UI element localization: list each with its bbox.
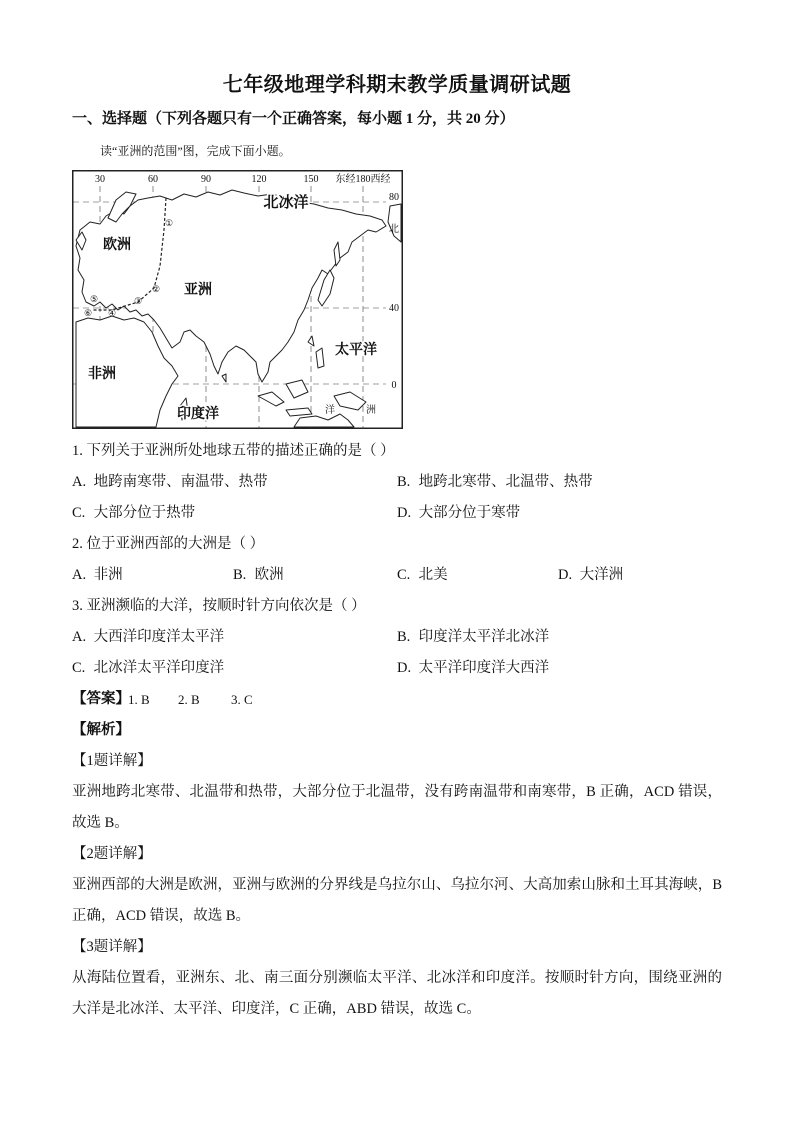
option-c [397, 560, 448, 591]
option-label: D. [397, 505, 412, 521]
option-c [72, 498, 195, 529]
option-b [233, 560, 284, 591]
option-text: 非洲 [93, 567, 123, 583]
asia-label: 亚洲 [184, 283, 212, 298]
marker-6: ⑥ [83, 308, 93, 318]
longitude-label: 120 [251, 174, 267, 185]
option-label: A. [72, 474, 87, 490]
option-a [72, 622, 224, 653]
arctic-ocean-label: 北冰洋 [263, 195, 309, 211]
page-title: 七年级地理学科期末教学质量调研试题 [222, 74, 572, 96]
philippines [316, 348, 324, 368]
longitude-label: 60 [148, 174, 158, 185]
indian-ocean-label: 印度洋 [177, 407, 219, 422]
europe-label: 欧洲 [103, 238, 131, 253]
option-label: C. [72, 505, 86, 521]
option-row [72, 467, 722, 498]
north-america-label: 北 [389, 224, 399, 235]
marker-1: ① [164, 218, 174, 228]
detail-heading-row [72, 839, 722, 870]
answer-item: 2. B [178, 692, 200, 707]
option-text: 欧洲 [254, 567, 284, 583]
pacific-ocean-label: 太平洋 [335, 343, 377, 358]
option-label: C. [72, 660, 86, 676]
longitude-label: 150 [303, 174, 319, 185]
option-d [397, 498, 520, 529]
option-label: B. [397, 629, 411, 645]
option-row [72, 560, 722, 591]
longitude-label: 90 [201, 174, 211, 185]
oceania-label-right: 洲 [366, 405, 376, 416]
detail-3-text: 从海陆位置看，亚洲东、北、南三面分别濒临太平洋、北冰洋和印度洋。按顺时针方向，围绕亚洲的大洋是北冰洋、太平洋、印度洋，C 正确，ABD 错误，故选 C。 [72, 970, 722, 1017]
answer-row [72, 684, 722, 715]
option-a [72, 467, 268, 498]
option-label: A. [72, 629, 87, 645]
question-body [72, 436, 722, 1025]
option-text: 印度洋太平洋北冰洋 [418, 629, 550, 645]
question-1-stem: 1. 下列关于亚洲所处地球五带的描述正确的是（ ） [72, 443, 395, 459]
option-text: 北冰洋太平洋印度洋 [93, 660, 225, 676]
question-stem [72, 436, 722, 467]
asia-range-map [72, 170, 403, 429]
analysis-label-row [72, 715, 722, 746]
question-stem [72, 529, 722, 560]
option-b [397, 467, 593, 498]
option-row [72, 622, 722, 653]
question-3-stem: 3. 亚洲濒临的大洋，按顺时针方向依次是（ ） [72, 598, 366, 614]
longitude-label: 东经180西经 [335, 174, 391, 185]
answer-item: 3. C [231, 692, 253, 707]
map-instruction: 读“亚洲的范围”图，完成下面小题。 [100, 144, 291, 158]
detail-2-heading: 【2题详解】 [72, 846, 152, 862]
option-label: D. [397, 660, 412, 676]
marker-5: ⑤ [89, 294, 99, 304]
option-c [72, 653, 224, 684]
option-text: 太平洋印度洋大西洋 [418, 660, 550, 676]
detail-3-heading: 【3题详解】 [72, 939, 152, 955]
answer-label: 【答案】 [72, 691, 130, 707]
option-text: 大洋洲 [579, 567, 624, 583]
option-row [72, 498, 722, 529]
latitude-label: 0 [391, 380, 397, 391]
option-text: 地跨北寒带、北温带、热带 [418, 474, 593, 490]
option-row [72, 653, 722, 684]
option-label: D. [558, 567, 573, 583]
marker-2: ② [151, 284, 161, 294]
option-text: 地跨南寒带、南温带、热带 [93, 474, 268, 490]
option-label: A. [72, 567, 87, 583]
africa-label: 非洲 [88, 367, 116, 382]
option-label: B. [233, 567, 247, 583]
option-label: B. [397, 474, 411, 490]
oceania-label-left: 洋 [325, 405, 335, 416]
longitude-label: 30 [95, 174, 105, 185]
latitude-label: 40 [389, 303, 399, 314]
detail-1-heading: 【1题详解】 [72, 753, 152, 769]
option-b [397, 622, 549, 653]
option-a [72, 560, 123, 591]
question-stem [72, 591, 722, 622]
detail-heading-row [72, 932, 722, 963]
analysis-label: 【解析】 [72, 722, 130, 738]
marker-3: ③ [133, 296, 143, 306]
marker-4: ④ [107, 308, 117, 318]
option-d [397, 653, 549, 684]
detail-1-text: 亚洲地跨北寒带、北温带和热带，大部分位于北温带，没有跨南温带和南寒带，B 正确，ACD 错误，故选 B。 [72, 784, 722, 831]
answer-item: 1. B [128, 692, 150, 707]
option-text: 大部分位于热带 [93, 505, 196, 521]
latitude-label: 80 [389, 192, 399, 203]
question-2-stem: 2. 位于亚洲西部的大洲是（ ） [72, 536, 265, 552]
option-text: 大部分位于寒带 [418, 505, 521, 521]
detail-heading-row [72, 746, 722, 777]
option-label: C. [397, 567, 411, 583]
detail-2-text: 亚洲西部的大洲是欧洲，亚洲与欧洲的分界线是乌拉尔山、乌拉尔河、大高加索山脉和土耳其海峡，B 正确，ACD 错误，故选 B。 [72, 877, 722, 924]
option-text: 北美 [418, 567, 448, 583]
java [286, 408, 312, 416]
option-text: 大西洋印度洋太平洋 [93, 629, 225, 645]
section-heading: 一、选择题（下列各题只有一个正确答案，每小题 1 分，共 20 分） [72, 111, 515, 127]
option-d [558, 560, 623, 591]
